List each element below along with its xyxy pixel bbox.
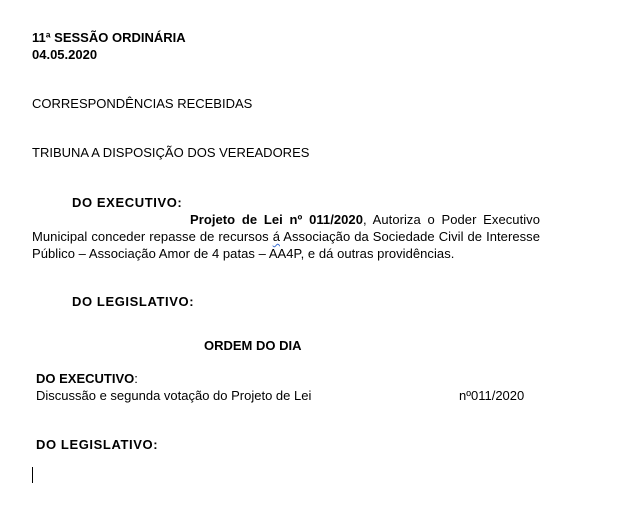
agenda-discussion-number: nº011/2020 (459, 388, 525, 403)
agenda-legislative-heading: DO LEGISLATIVO: (36, 437, 159, 452)
agenda-executive-colon: : (134, 371, 138, 386)
agenda-executive-heading: DO EXECUTIVO (36, 371, 135, 386)
agenda-executive-line (36, 371, 138, 387)
bill-text-part-b: Associação da Sociedade Civil de Interesse Público – Associação Amor de 4 patas – AA4P, e dá outras providências. (32, 229, 540, 261)
executive-heading: DO EXECUTIVO: (72, 195, 183, 210)
bill-text-part-a: , Autoriza o Poder Executivo Municipal conceder repasse de recursos (32, 212, 540, 244)
session-title: 11ª SESSÃO ORDINÁRIA (32, 30, 186, 45)
session-date: 04.05.2020 (32, 47, 98, 62)
agenda-discussion-text: Discussão e segunda votação do Projeto de Lei (36, 388, 312, 403)
text-cursor (32, 467, 33, 483)
correspondence-heading: CORRESPONDÊNCIAS RECEBIDAS (32, 96, 253, 111)
legislative-heading: DO LEGISLATIVO: (72, 294, 195, 309)
agenda-title: ORDEM DO DIA (204, 338, 302, 353)
bill-paragraph (32, 211, 540, 262)
bill-text-accent: á (272, 229, 280, 244)
tribune-heading: TRIBUNA A DISPOSIÇÃO DOS VEREADORES (32, 145, 310, 160)
bill-title: Projeto de Lei nº 011/2020 (190, 212, 363, 227)
